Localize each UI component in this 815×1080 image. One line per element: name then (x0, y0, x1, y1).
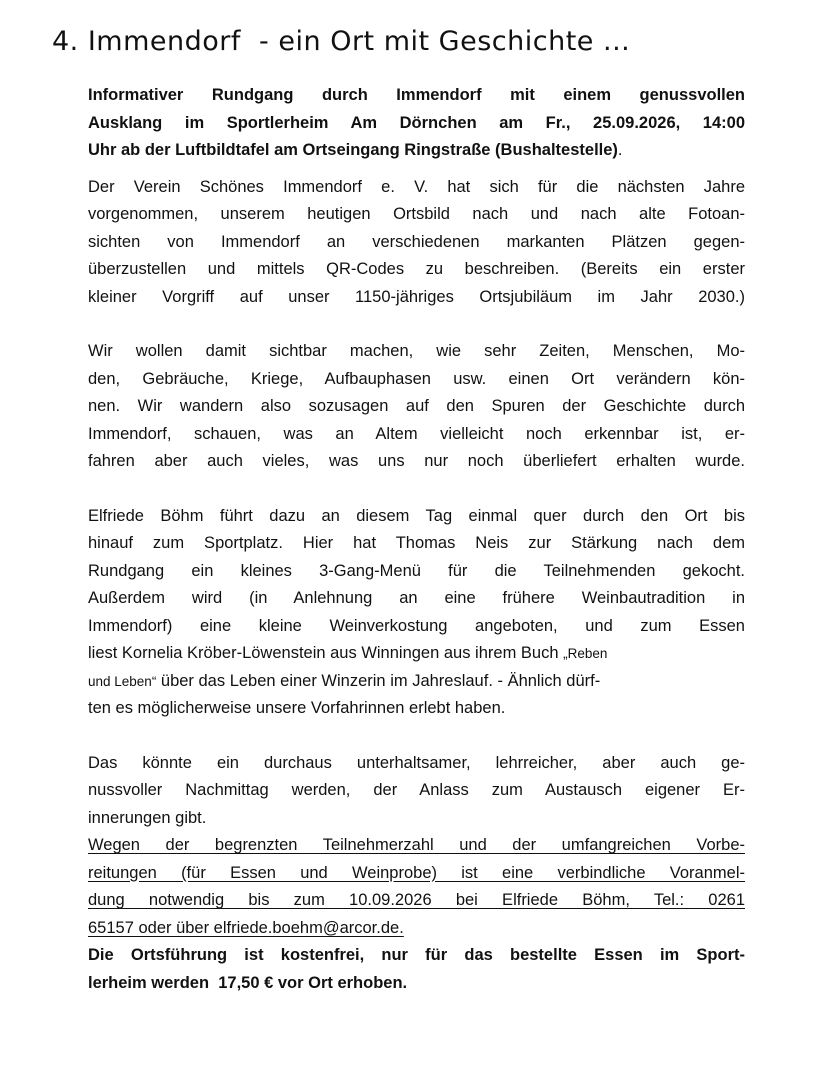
registration-line: dung notwendig bis zum 10.09.2026 bei Elfriede Böhm, Tel.: 0261 (88, 891, 745, 909)
document-body (88, 82, 745, 997)
text-line (88, 668, 745, 696)
text-line: Elfriede Böhm führt dazu an diesem Tag einmal quer durch den Ort bis (88, 506, 745, 525)
text-line: Der Verein Schönes Immendorf e. V. hat sich für die nächsten Jahre (88, 177, 745, 196)
intro-line-text: Uhr ab der Luftbildtafel am Ortseingang Ringstraße (Bushaltestelle) (88, 141, 618, 159)
closing-notice (88, 942, 745, 997)
text-line: Immendorf) eine kleine Weinverkostung angeboten, und zum Essen (88, 616, 745, 635)
text-line: vorgenommen, unserem heutigen Ortsbild nach und nach alte Fotoan- (88, 205, 745, 223)
text-line: Das könnte ein durchaus unterhaltsamer, lehrreicher, aber auch ge- (88, 753, 745, 772)
registration-notice (88, 832, 745, 942)
registration-line: reitungen (für Essen und Weinprobe) ist eine verbindliche Voranmel- (88, 863, 745, 882)
text-line: nen. Wir wandern also sozusagen auf den Spuren der Geschichte durch (88, 397, 745, 415)
paragraph-nachmittag (88, 750, 745, 833)
intro-period: . (617, 141, 623, 159)
paragraph-zeiten (88, 338, 745, 476)
paragraph-rundgang (88, 503, 745, 723)
text-line: ten es möglicherweise unsere Vorfahrinnen erlebt haben. (88, 699, 506, 717)
text-line: sichten von Immendorf an verschiedenen markanten Plätzen gegen- (88, 232, 745, 251)
text-line: kleiner Vorgriff auf unser 1150-jähriges Ortsjubiläum im Jahr 2030.) (88, 287, 745, 306)
page-title: 4. Immendorf - ein Ort mit Geschichte ... (52, 26, 631, 57)
text-line: Wir wollen damit sichtbar machen, wie sehr Zeiten, Menschen, Mo- (88, 342, 745, 360)
text-line: Immendorf, schauen, was an Altem vielleicht noch erkennbar ist, er- (88, 424, 745, 443)
intro-paragraph (88, 82, 745, 165)
intro-line (88, 137, 745, 165)
text-line: den, Gebräuche, Kriege, Aufbauphasen usw. einen Ort verändern kön- (88, 369, 745, 388)
text-line: fahren aber auch vieles, was uns nur noch überliefert erhalten wurde. (88, 452, 745, 470)
book-title-part2: und Leben“ (88, 673, 157, 689)
intro-line: Ausklang im Sportlerheim Am Dörnchen am Fr., 25.09.2026, 14:00 (88, 113, 745, 132)
book-description: über das Leben einer Winzerin im Jahreslauf. - Ähnlich dürf- (156, 671, 601, 690)
text-line (88, 640, 745, 668)
book-intro-text: liest Kornelia Kröber-Löwenstein aus Winningen aus ihrem Buch (88, 644, 559, 662)
registration-period: . (399, 918, 404, 937)
text-line: nussvoller Nachmittag werden, der Anlass zum Austausch eigener Er- (88, 781, 745, 799)
intro-line: Informativer Rundgang durch Immendorf mit einem genussvollen (88, 86, 745, 104)
text-line: Außerdem wird (in Anlehnung an eine frühere Weinbautradition in (88, 589, 745, 607)
text-line: hinauf zum Sportplatz. Hier hat Thomas Neis zur Stärkung nach dem (88, 534, 745, 552)
registration-line (88, 915, 745, 943)
text-line: überzustellen und mittels QR-Codes zu beschreiben. (Bereits ein erster (88, 260, 745, 278)
book-title-part1: „Reben (563, 646, 608, 661)
registration-line: Wegen der begrenzten Teilnehmerzahl und der umfangreichen Vorbe- (88, 836, 745, 854)
closing-line: lerheim werden 17,50 € vor Ort erhoben. (88, 973, 408, 992)
text-line: innerungen gibt. (88, 808, 207, 827)
registration-contact[interactable]: 65157 oder über elfriede.boehm@arcor.de (88, 918, 400, 937)
closing-line: Die Ortsführung ist kostenfrei, nur für das bestellte Essen im Sport- (88, 946, 745, 964)
text-line: Rundgang ein kleines 3-Gang-Menü für die Teilnehmenden gekocht. (88, 561, 745, 580)
paragraph-verein (88, 174, 745, 312)
